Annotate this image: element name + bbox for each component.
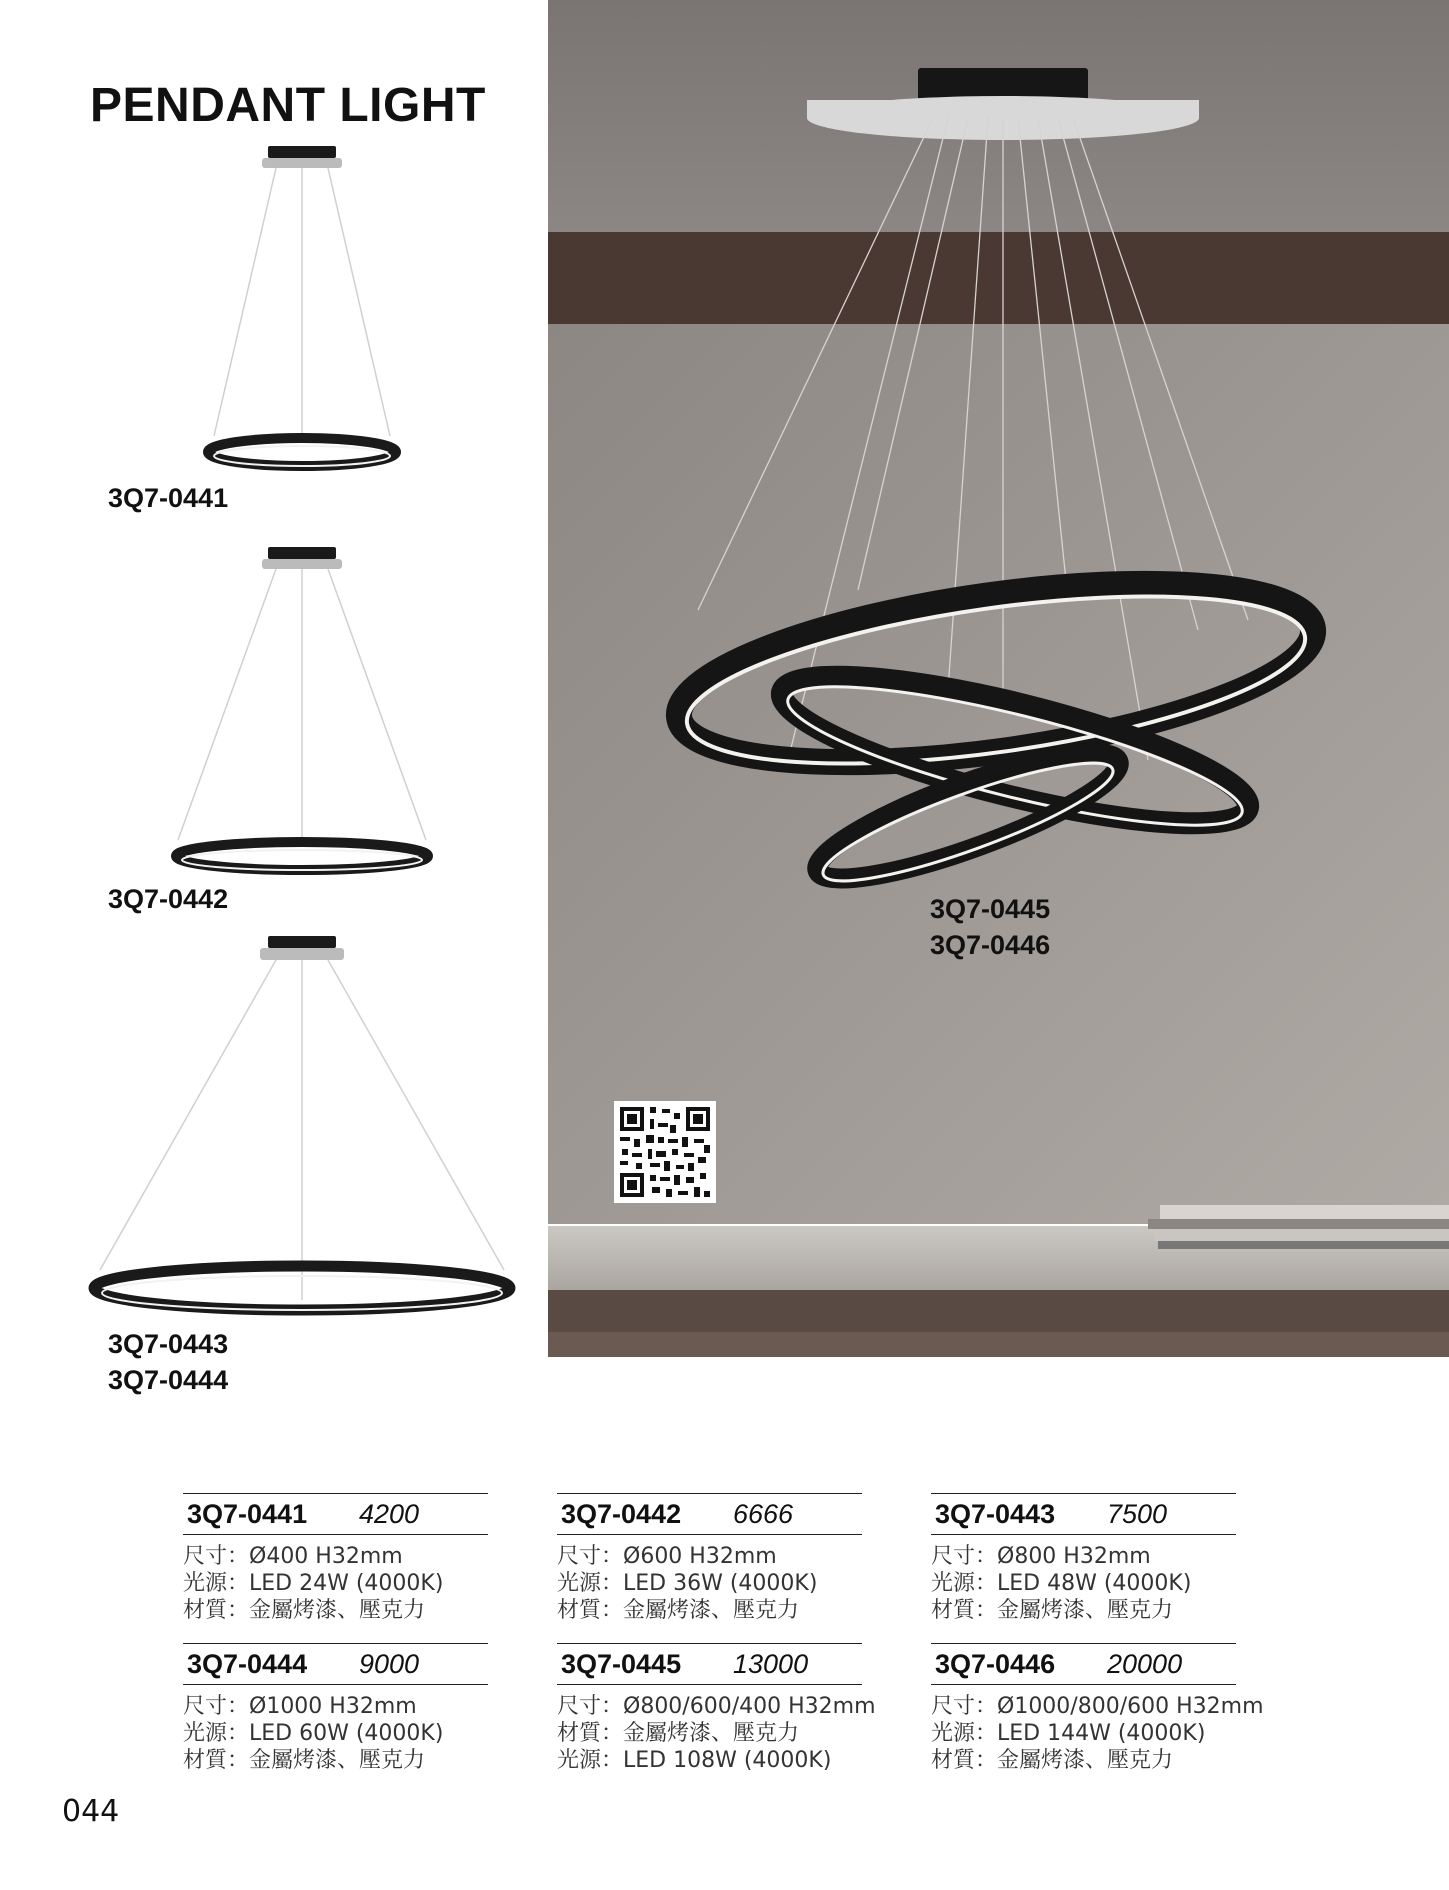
- product-label-0441: [108, 480, 228, 516]
- spec-line: 光源：LED 60W (4000K): [183, 1721, 444, 1746]
- spec-price: 13000: [733, 1648, 809, 1679]
- spec-header: [931, 1493, 1236, 1535]
- spec-price: 7500: [1107, 1498, 1168, 1529]
- spec-line: 尺寸：Ø800/600/400 H32mm: [557, 1694, 876, 1719]
- spec-block-0446: [931, 1643, 1264, 1774]
- spec-line: 尺寸：Ø1000/800/600 H32mm: [931, 1694, 1264, 1719]
- product-code: 3Q7-0444: [108, 1365, 229, 1395]
- spec-header: [183, 1493, 488, 1535]
- spec-header: [931, 1643, 1236, 1685]
- spec-details: [183, 1543, 488, 1624]
- product-code: 3Q7-0446: [930, 930, 1051, 960]
- spec-block-0445: [557, 1643, 876, 1774]
- spec-line: 材質：金屬烤漆、壓克力: [183, 1748, 426, 1773]
- page-title: PENDANT LIGHT: [90, 79, 486, 132]
- spec-block-0442: [557, 1493, 862, 1624]
- product-code: 3Q7-0441: [108, 483, 229, 513]
- spec-line: 光源：LED 108W (4000K): [557, 1748, 832, 1773]
- pendant-lamp-large: [94, 936, 510, 1310]
- spec-details: [557, 1543, 862, 1624]
- spec-line: 材質：金屬烤漆、壓克力: [557, 1598, 800, 1623]
- product-code: 3Q7-0443: [108, 1329, 229, 1359]
- spec-price: 20000: [1107, 1648, 1183, 1679]
- spec-code: 3Q7-0445: [561, 1648, 682, 1679]
- spec-line: 尺寸：Ø1000 H32mm: [183, 1694, 417, 1719]
- spec-details: [931, 1693, 1264, 1774]
- spec-code: 3Q7-0446: [935, 1648, 1056, 1679]
- spec-line: 尺寸：Ø400 H32mm: [183, 1544, 403, 1569]
- product-label-0445-0446: [930, 891, 1050, 963]
- spec-header: [557, 1493, 862, 1535]
- spec-block-0443: [931, 1493, 1236, 1624]
- spec-line: 光源：LED 48W (4000K): [931, 1571, 1192, 1596]
- spec-line: 尺寸：Ø600 H32mm: [557, 1544, 777, 1569]
- spec-line: 材質：金屬烤漆、壓克力: [557, 1721, 800, 1746]
- pendant-lamp-medium: [176, 547, 428, 870]
- qr-code[interactable]: [614, 1101, 716, 1203]
- spec-line: 材質：金屬烤漆、壓克力: [931, 1748, 1174, 1773]
- spec-line: 材質：金屬烤漆、壓克力: [183, 1598, 426, 1623]
- spec-code: 3Q7-0444: [187, 1648, 308, 1679]
- spec-line: 材質：金屬烤漆、壓克力: [931, 1598, 1174, 1623]
- product-label-0443-0444: [108, 1326, 228, 1398]
- spec-price: 9000: [359, 1648, 420, 1679]
- spec-code: 3Q7-0441: [187, 1498, 308, 1529]
- spec-price: 6666: [733, 1498, 794, 1529]
- spec-header: [557, 1643, 862, 1685]
- page-number: 044: [62, 1794, 120, 1829]
- pendant-ring-illustrations: [0, 0, 548, 1400]
- spec-line: 光源：LED 24W (4000K): [183, 1571, 444, 1596]
- spec-code: 3Q7-0443: [935, 1498, 1056, 1529]
- spec-line: 光源：LED 144W (4000K): [931, 1721, 1206, 1746]
- spec-header: [183, 1643, 488, 1685]
- pendant-lamp-small: [208, 146, 396, 466]
- spec-block-0444: [183, 1643, 488, 1774]
- spec-price: 4200: [359, 1498, 420, 1529]
- spec-code: 3Q7-0442: [561, 1498, 682, 1529]
- product-code: 3Q7-0442: [108, 884, 229, 914]
- spec-details: [183, 1693, 488, 1774]
- spec-details: [931, 1543, 1236, 1624]
- spec-block-0441: [183, 1493, 488, 1624]
- spec-details: [557, 1693, 876, 1774]
- spec-line: 尺寸：Ø800 H32mm: [931, 1544, 1151, 1569]
- product-code: 3Q7-0445: [930, 894, 1051, 924]
- product-label-0442: [108, 881, 228, 917]
- spec-line: 光源：LED 36W (4000K): [557, 1571, 818, 1596]
